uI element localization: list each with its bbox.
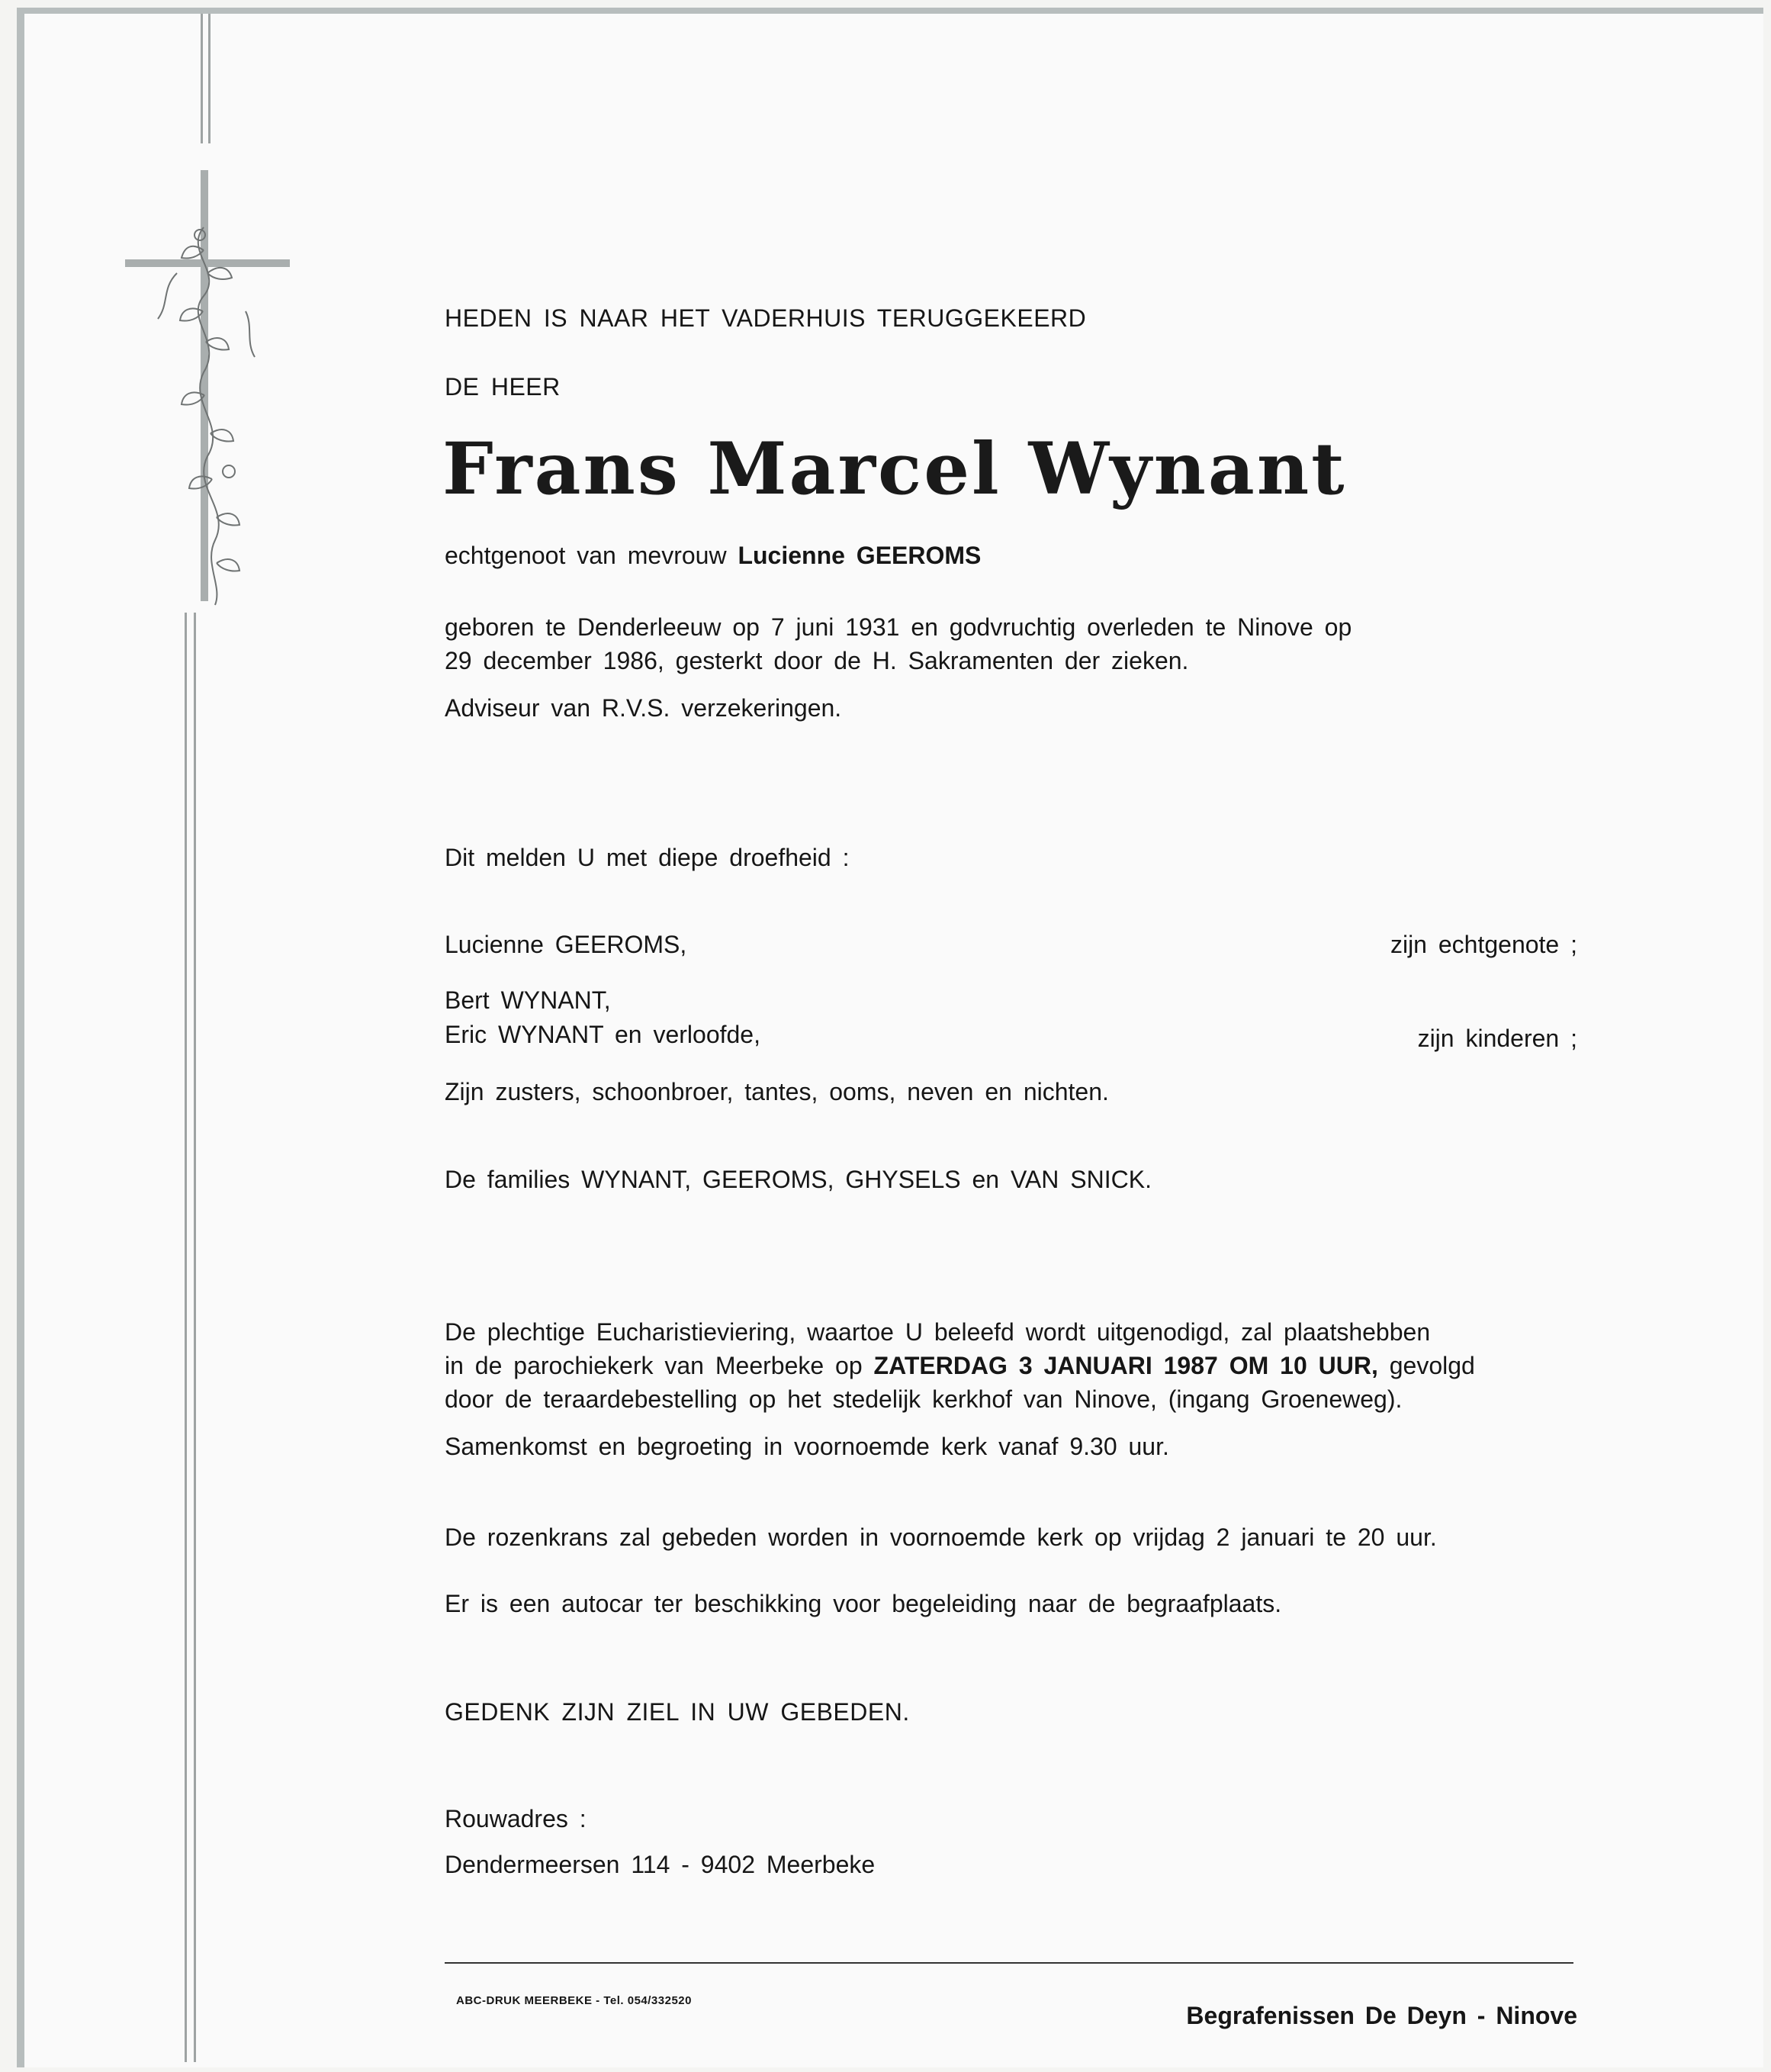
announcement-intro: Dit melden U met diepe droefheid : xyxy=(445,844,850,871)
mourner-spouse-role: zijn echtgenote ; xyxy=(1390,931,1577,958)
vertical-rule-top-inner xyxy=(208,14,211,143)
heading-line-1: HEDEN IS NAAR HET VADERHUIS TERUGGEKEERD xyxy=(445,304,1087,332)
service-line-2 xyxy=(445,1349,1577,1383)
vine-ornament-icon xyxy=(131,220,284,609)
child-row-1 xyxy=(445,986,1577,1015)
relatives-line: Zijn zusters, schoonbroer, tantes, ooms, neven en nichten. xyxy=(445,1078,1109,1105)
service-date: ZATERDAG 3 JANUARI 1987 OM 10 UUR, xyxy=(873,1352,1378,1379)
undertaker-credit: Begrafenissen De Deyn - Ninove xyxy=(1186,2002,1577,2029)
prayer-line: GEDENK ZIJN ZIEL IN UW GEBEDEN. xyxy=(445,1698,910,1726)
families-line: De families WYNANT, GEEROMS, GHYSELS en VAN SNICK. xyxy=(445,1166,1152,1193)
address-line: Dendermeersen 114 - 9402 Meerbeke xyxy=(445,1851,876,1878)
vertical-rule-top xyxy=(201,14,203,143)
footer-rule xyxy=(445,1962,1573,1964)
deceased-name: Frans Marcel Wynant xyxy=(442,427,1347,511)
mourner-children-role: zijn kinderen ; xyxy=(1417,1025,1577,1052)
service-line-4: Samenkomst en begroeting in voornoemde kerk vanaf 9.30 uur. xyxy=(445,1433,1169,1460)
child-row-2 xyxy=(445,1021,1577,1052)
printer-credit: ABC-DRUK MEERBEKE - Tel. 054/332520 xyxy=(456,1994,692,2007)
mourner-child-2: Eric WYNANT en verloofde, xyxy=(445,1021,760,1048)
mourner-child-1: Bert WYNANT, xyxy=(445,986,611,1014)
address-label: Rouwadres : xyxy=(445,1805,587,1832)
vertical-rule-bottom-inner xyxy=(194,613,196,2062)
spouse-line xyxy=(445,539,1577,573)
bio-line-3: Adviseur van R.V.S. verzekeringen. xyxy=(445,694,842,722)
bus-line: Er is een autocar ter beschikking voor begeleiding naar de begraafplaats. xyxy=(445,1590,1282,1617)
spouse-row xyxy=(445,931,1577,959)
rosary-line: De rozenkrans zal gebeden worden in voornoemde kerk op vrijdag 2 januari te 20 uur. xyxy=(445,1523,1437,1551)
spouse-name: Lucienne GEEROMS xyxy=(738,542,982,569)
service-line-1: De plechtige Eucharistieviering, waartoe U beleefd wordt uitgenodigd, zal plaatshebben xyxy=(445,1318,1431,1346)
heading-line-2: DE HEER xyxy=(445,373,561,401)
mourner-spouse: Lucienne GEEROMS, xyxy=(445,931,687,958)
service-line-3: door de teraardebestelling op het stedelijk kerkhof van Ninove, (ingang Groeneweg). xyxy=(445,1385,1403,1413)
service-line-2-pre: in de parochiekerk van Meerbeke op xyxy=(445,1352,863,1379)
bio-line-2: 29 december 1986, gesterkt door de H. Sakramenten der zieken. xyxy=(445,647,1189,674)
spouse-prefix: echtgenoot van mevrouw xyxy=(445,542,727,569)
bio-line-1: geboren te Denderleeuw op 7 juni 1931 en godvruchtig overleden te Ninove op xyxy=(445,613,1352,641)
service-line-2-post: gevolgd xyxy=(1389,1352,1475,1379)
vertical-rule-bottom xyxy=(185,613,187,2062)
